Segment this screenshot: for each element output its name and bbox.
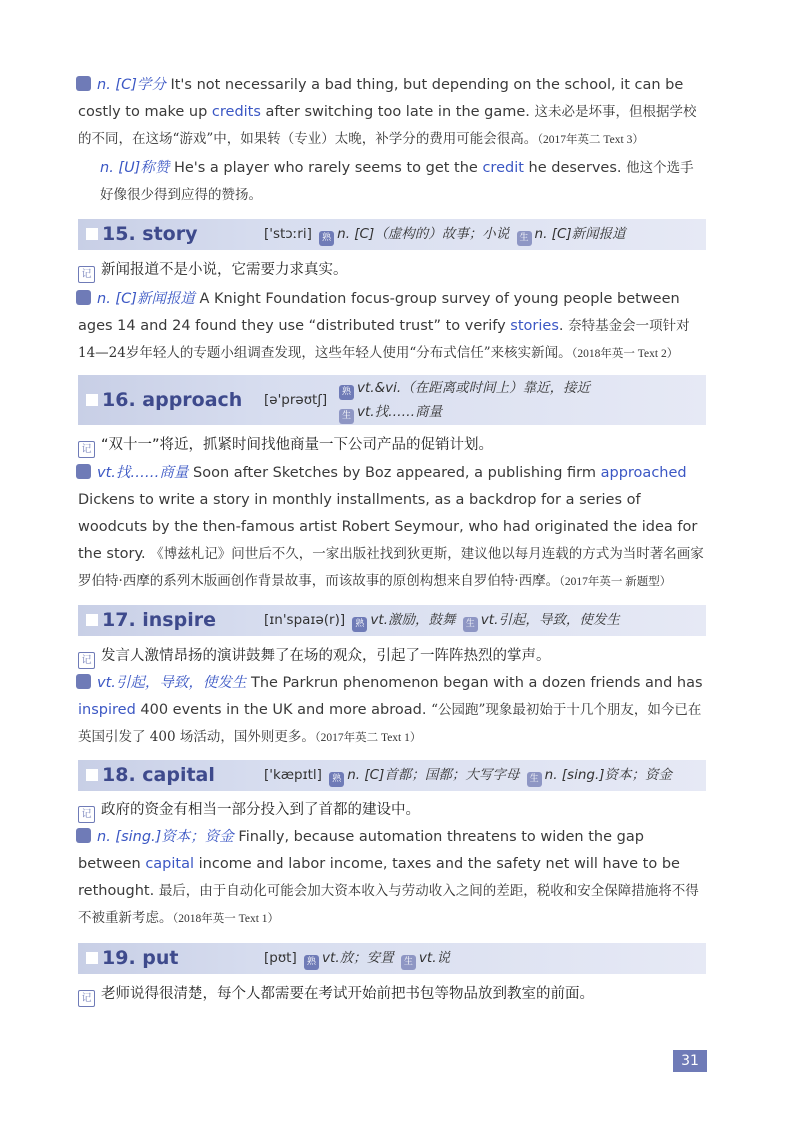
entry-header-story (78, 219, 706, 250)
example-credit-1 (78, 72, 704, 154)
memory-icon: 记 (78, 990, 95, 1007)
example-keyword: stories (510, 318, 559, 334)
example-source: （2018年英一 Text 2） (571, 348, 679, 360)
entry-header-put (78, 943, 706, 974)
example-text: Dickens to write a story in monthly installments, as a backdrop for a series of woodcuts by the then-famous artist Robert Seymour, who had originated the idea for the story. (78, 492, 698, 562)
example-translation: 狄更斯， (406, 546, 461, 562)
new-tag-icon: 生 (527, 772, 542, 787)
memory-sentence (78, 982, 594, 1007)
example-keyword: inspired (78, 702, 136, 718)
example-story (78, 286, 704, 368)
headword-info (264, 219, 626, 250)
example-translation: 最后，由于自动化可能会加大 (158, 883, 335, 899)
new-tag-icon: 生 (463, 617, 478, 632)
headword-info (264, 760, 672, 791)
headword-info (264, 605, 620, 636)
example-text: He's a player who rarely seems to get the (169, 160, 483, 176)
example-translation: 400 场活动，国外则更多。 (145, 729, 315, 745)
memory-text: 政府的资金有相当一部分投入到了首都的建设中。 (101, 802, 420, 818)
familiar-definition: n. [C]首都；国都；大写字母 (347, 767, 520, 783)
example-translation: 《博兹札记》问世后不久，一家出版社 (150, 546, 380, 562)
entry-header-capital (78, 760, 706, 791)
example-text: Finally, because automation threatens to widen the gap between (78, 829, 644, 872)
example-keyword: approached (600, 465, 687, 481)
entry-header-inspire (78, 605, 706, 636)
new-definition: vt.说 (418, 950, 450, 966)
memory-icon: 记 (78, 441, 95, 458)
phonetic: ['kæpɪtl] (264, 767, 322, 783)
new-tag-icon: 生 (517, 231, 532, 246)
example-text: . (558, 318, 569, 334)
headword: 16. approach (86, 375, 242, 425)
example-translation: 他这个选手好像很少得到应得的 (100, 160, 694, 203)
headword: 18. capital (86, 760, 215, 791)
example-icon (76, 464, 91, 479)
example-approach (78, 460, 704, 596)
example-pos: n. [C]新闻报道 (97, 291, 195, 307)
example-keyword: capital (145, 856, 195, 872)
translation-keyword: 引发了 (105, 729, 146, 745)
example-pos: n. [U]称赞 (100, 160, 170, 176)
example-pos: vt.引起，导致，使发生 (97, 675, 247, 691)
example-icon (76, 674, 91, 689)
headword: 15. story (86, 219, 197, 250)
checkbox-icon (86, 769, 98, 781)
familiar-definition: vt.放；安置 (322, 950, 394, 966)
familiar-definition-row (336, 376, 590, 400)
translation-keyword: 资本 (334, 883, 362, 899)
translation-keyword: 学分 (388, 131, 416, 147)
familiar-definition: vt.激励，鼓舞 (370, 612, 456, 628)
headword-info (264, 943, 450, 974)
new-tag-icon: 生 (339, 409, 354, 424)
example-pos: n. [sing.]资本；资金 (97, 829, 234, 845)
example-translation: 奈特基金会一项针对14—24岁年轻人的专题小组调查发现，这些年轻人使用“分布式信任”来核实 (78, 318, 690, 361)
example-capital (78, 824, 704, 933)
example-translation: “公园跑”现象最初始于十几个朋友，如今已在英国 (78, 702, 702, 745)
new-definition: n. [sing.]资本；资金 (544, 767, 673, 783)
example-text: The Parkrun phenomenon began with a dozen friends and has (246, 675, 703, 691)
phonetic: [ə'prəʊtʃ] (264, 392, 328, 408)
example-text: income and labor income, taxes and the safety net will have to be rethought. (78, 856, 680, 899)
memory-sentence (78, 644, 551, 669)
example-icon (76, 290, 91, 305)
familiar-tag-icon: 熟 (329, 772, 344, 787)
phonetic: ['stɔːri] (264, 226, 312, 242)
phonetic: [ɪn'spaɪə(r)] (264, 612, 346, 628)
example-translation: 这未必是坏事，但根据学校的不同，在这场“游戏”中，如果转（专业）太晚，补 (78, 104, 697, 147)
translation-keyword: 找到 (379, 546, 407, 562)
familiar-tag-icon: 熟 (352, 617, 367, 632)
example-source: （2018年英一 Text 1） (172, 913, 280, 925)
memory-sentence (78, 798, 420, 823)
example-keyword: credit (482, 160, 524, 176)
example-text: Soon after Sketches by Boz appeared, a publishing firm (188, 465, 601, 481)
headword: 19. put (86, 943, 178, 974)
memory-text: 发言人激情昂扬的演讲鼓舞了在场的观众，引起了一阵阵热烈的掌声。 (101, 648, 551, 664)
example-text: It's not necessarily a bad thing, but depending on the school, it can be costly to make up (78, 77, 684, 120)
memory-icon: 记 (78, 806, 95, 823)
new-tag-icon: 生 (401, 955, 416, 970)
memory-icon: 记 (78, 652, 95, 669)
example-text: after switching too late in the game. (260, 104, 535, 120)
familiar-definition: n. [C]（虚构的）故事；小说 (337, 226, 510, 242)
new-definition: vt.引起，导致，使发生 (480, 612, 620, 628)
new-definition-row (336, 400, 442, 424)
familiar-definition: vt.&vi.（在距离或时间上）靠近，接近 (357, 380, 591, 396)
example-credit-2 (100, 155, 704, 209)
checkbox-icon (86, 952, 98, 964)
example-icon (76, 828, 91, 843)
checkbox-icon (86, 228, 98, 240)
example-text: he deserves. (523, 160, 627, 176)
familiar-tag-icon: 熟 (319, 231, 334, 246)
example-keyword: credits (211, 104, 261, 120)
page-number: 31 (673, 1050, 707, 1072)
example-translation: 。 (558, 345, 572, 361)
new-definition: n. [C]新闻报道 (534, 226, 626, 242)
entry-header-approach (78, 375, 706, 425)
example-source: （2017年英二 Text 3） (537, 134, 644, 146)
example-text: 400 events in the UK and more abroad. (135, 702, 432, 718)
familiar-tag-icon: 熟 (304, 955, 319, 970)
memory-icon: 记 (78, 266, 95, 283)
example-translation: 他以每月连载的方式为当时著名画家罗伯特·西摩的系列木版画创作背景故事，而该故事的原创构想来自罗伯特·西摩。 (78, 546, 704, 589)
example-source: （2017年英二 Text 1） (314, 732, 422, 744)
translation-keyword: 新闻 (531, 345, 559, 361)
example-icon (76, 76, 91, 91)
example-translation: 收入与劳动收入之间的差距，税收和安全保障措施将不得不被重新考虑。 (78, 883, 699, 926)
example-pos: vt.找……商量 (97, 465, 189, 481)
checkbox-icon (86, 394, 98, 406)
memory-text: 新闻报道不是小说，它需要力求真实。 (101, 262, 348, 278)
checkbox-icon (86, 614, 98, 626)
example-pos: n. [C]学分 (97, 77, 166, 93)
translation-keyword: 赞扬 (221, 187, 249, 203)
memory-sentence (78, 258, 348, 283)
new-definition: vt.找……商量 (357, 404, 443, 420)
familiar-tag-icon: 熟 (339, 385, 354, 400)
example-translation: 的费用可能会很高。 (415, 131, 538, 147)
memory-text: “双十一”将近，抓紧时间找他商量一下公司产品的促销计划。 (101, 437, 494, 453)
translation-keyword: 建议 (460, 546, 488, 562)
memory-sentence (78, 433, 493, 458)
example-translation: 。 (248, 187, 262, 203)
phonetic: [pʊt] (264, 950, 297, 966)
memory-text: 老师说得很清楚，每个人都需要在考试开始前把书包等物品放到教室的前面。 (101, 986, 594, 1002)
example-inspire (78, 670, 704, 752)
example-source: （2017年英一 新题型） (559, 576, 672, 588)
headword: 17. inspire (86, 605, 216, 636)
example-text: A Knight Foundation focus-group survey of young people between ages 14 and 24 found they use “distributed trust” to verify (78, 291, 680, 334)
